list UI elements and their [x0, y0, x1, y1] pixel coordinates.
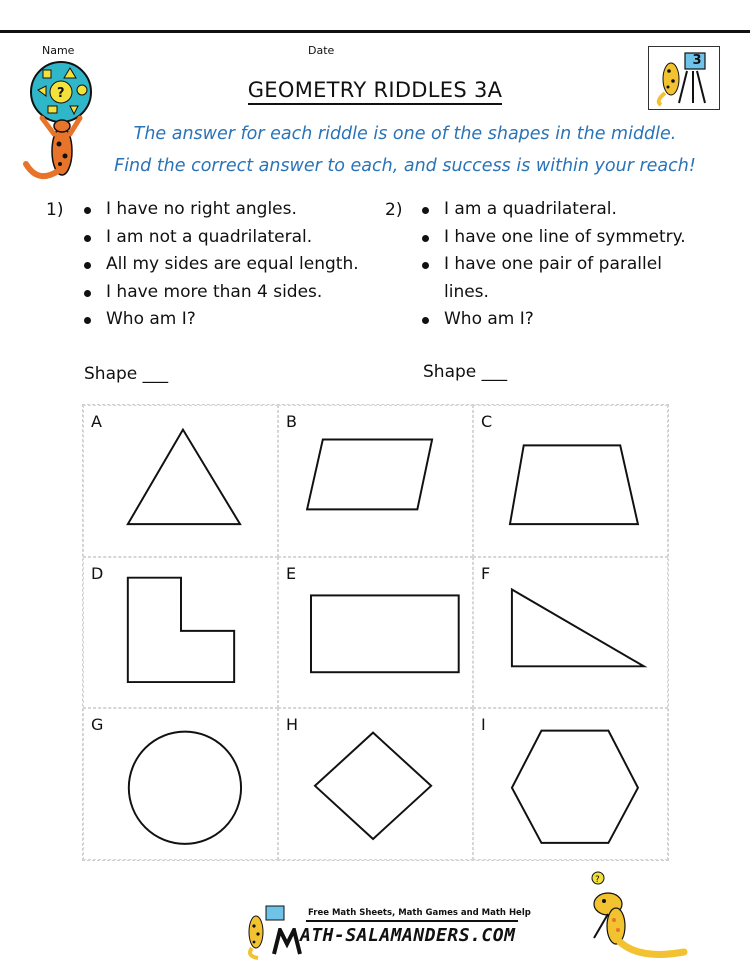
shapes-grid: [82, 404, 669, 861]
clue: I have more than 4 sides.: [82, 279, 382, 307]
clue: All my sides are equal length.: [82, 251, 382, 279]
shape-cell-d: [83, 557, 278, 709]
shape-cell-a: [83, 405, 278, 557]
clue: I have no right angles.: [82, 196, 382, 224]
footer-tagline: Free Math Sheets, Math Games and Math Help: [308, 908, 531, 918]
shape-cell-e: [278, 557, 473, 709]
equilateral-triangle-icon: [84, 406, 277, 556]
shape-cell-f: [473, 557, 668, 709]
shape-cell-b: [278, 405, 473, 557]
grade-number: 3: [692, 53, 702, 68]
name-label: Name: [42, 44, 75, 57]
clue: I have one pair of parallel lines.: [420, 251, 720, 306]
shape-letter: B: [286, 412, 297, 431]
riddle-1-clues: [82, 196, 382, 334]
footer-brand[interactable]: ATH-SALAMANDERS.COM: [300, 925, 516, 946]
shape-cell-i: [473, 708, 668, 860]
footer-rule: [306, 920, 518, 922]
top-rule: [0, 30, 750, 33]
shape-cell-c: [473, 405, 668, 557]
right-triangle-icon: [474, 558, 667, 708]
shape-letter: D: [91, 563, 104, 583]
date-label: Date: [308, 44, 335, 57]
shape-letter: G: [91, 715, 104, 735]
hexagon-icon: [474, 709, 667, 859]
circle-icon: [84, 709, 277, 859]
clue: I have one line of symmetry.: [420, 224, 720, 252]
salamander-pencil-icon: [580, 868, 690, 964]
shape-letter: F: [481, 563, 491, 583]
shape-letter: C: [481, 412, 493, 431]
shape-cell-g: [83, 708, 278, 860]
shape-letter: I: [481, 715, 486, 735]
m-letter-icon: [272, 928, 302, 956]
page-title: GEOMETRY RIDDLES 3A: [0, 78, 750, 102]
parallelogram-icon: [279, 406, 472, 556]
intro-line-1: The answer for each riddle is one of the shapes in the middle.: [133, 124, 677, 144]
shape-letter: A: [91, 412, 102, 431]
clue: Who am I?: [420, 306, 720, 334]
square-diamond-icon: [279, 709, 472, 859]
svg-text:?: ?: [57, 86, 65, 101]
shape-letter: H: [286, 715, 299, 735]
clue: I am a quadrilateral.: [420, 196, 720, 224]
riddle-1-answer-line[interactable]: Shape ___: [84, 364, 169, 384]
shape-letter: E: [286, 563, 297, 583]
riddle-1-number: 1): [46, 200, 64, 220]
l-shape-icon: [84, 558, 277, 708]
rectangle-icon: [279, 558, 472, 708]
clue-continuation: lines.: [444, 281, 489, 302]
svg-text:?: ?: [595, 875, 600, 885]
intro-line-2: Find the correct answer to each, and success is within your reach!: [114, 156, 696, 176]
riddle-2-number: 2): [385, 200, 403, 220]
clue: I am not a quadrilateral.: [82, 224, 382, 252]
trapezoid-icon: [474, 406, 667, 556]
clue: Who am I?: [82, 306, 382, 334]
shape-cell-h: [278, 708, 473, 860]
riddle-2-answer-line[interactable]: Shape ___: [423, 362, 508, 382]
riddle-2-clues: [420, 196, 720, 334]
